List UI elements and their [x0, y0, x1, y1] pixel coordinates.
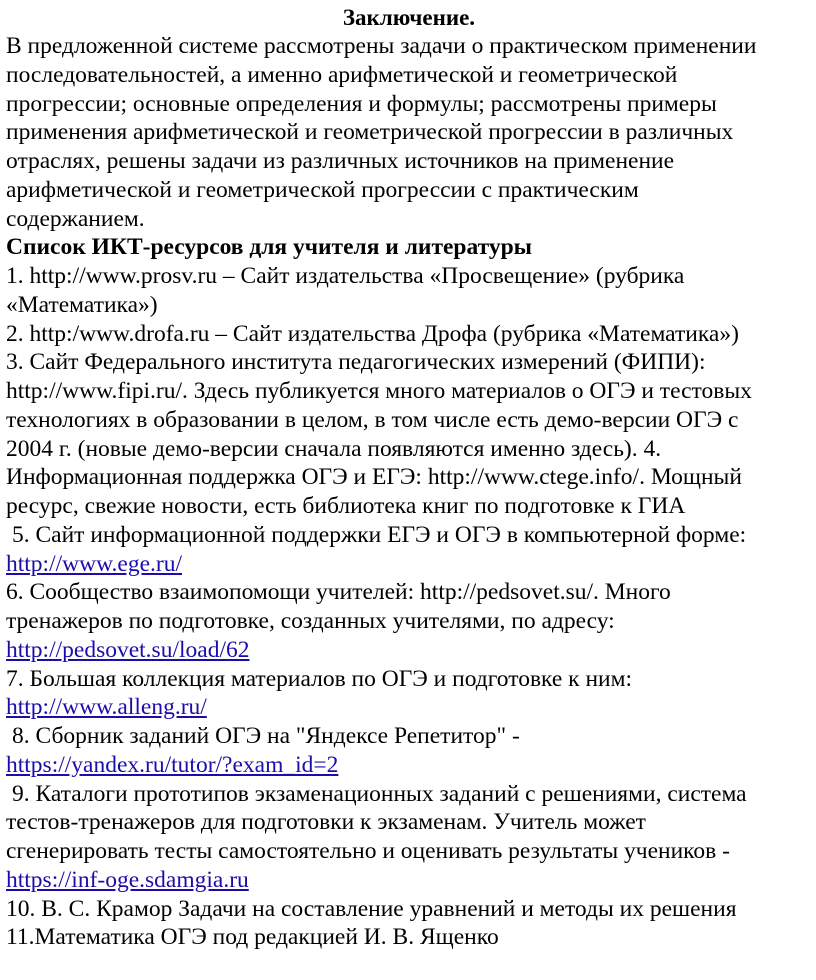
conclusion-line: прогрессии; основные определения и формулы; рассмотрены примеры — [6, 90, 717, 117]
resource-item-3-line: 2004 г. (новые демо-версии сначала появляются именно здесь). 4. — [6, 435, 662, 462]
resource-item-7-text: 7. Большая коллекция материалов по ОГЭ и подготовке к ним: — [6, 665, 633, 692]
conclusion-line: последовательностей, а именно арифметической и геометрической — [6, 61, 678, 88]
resource-item-1-line: 1. http://www.prosv.ru – Сайт издательства «Просвещение» (рубрика — [6, 263, 685, 289]
resource-item-3-line: ресурс, свежие новости, есть библиотека книг по подготовке к ГИА — [6, 493, 686, 519]
resource-item-8-text: 8. Сборник заданий ОГЭ на "Яндексе Репетитор" - — [12, 723, 520, 749]
resource-item-6-line: тренажеров по подготовке, созданных учителями, по адресу: — [6, 608, 615, 634]
resource-item-11: 11.Математика ОГЭ под редакцией И. В. Ященко — [6, 924, 499, 951]
resource-item-2: 2. http:/www.drofa.ru – Сайт издательства Дрофа (рубрика «Математика») — [6, 320, 739, 347]
pedsovet-link[interactable]: http://pedsovet.su/load/62 — [6, 636, 250, 663]
ege-ru-link[interactable]: http://www.ege.ru/ — [6, 550, 182, 577]
resource-item-3-line: технологиях в образовании в целом, в том числе есть демо-версии ОГЭ с — [6, 406, 739, 433]
resource-item-3-line: http://www.fipi.ru/. Здесь публикуется много материалов о ОГЭ и тестовых — [6, 378, 752, 404]
resource-item-3-line: Информационная поддержка ОГЭ и ЕГЭ: http://www.ctege.info/. Мощный — [6, 464, 742, 491]
alleng-link[interactable]: http://www.alleng.ru/ — [6, 694, 207, 721]
conclusion-line: В предложенной системе рассмотрены задачи о практическом применении — [6, 33, 757, 59]
resource-item-9-line: сгенерировать тесты самостоятельно и оценивать результаты учеников - — [6, 838, 730, 864]
conclusion-paragraph — [6, 32, 812, 233]
resource-item-10: 10. В. С. Крамор Задачи на составление уравнений и методы их решения — [6, 895, 737, 922]
resource-item-5-text: 5. Сайт информационной поддержки ЕГЭ и ОГЭ в компьютерной форме: — [12, 521, 747, 548]
sdamgia-link[interactable]: https://inf-oge.sdamgia.ru — [6, 866, 249, 893]
resource-item-6-line: 6. Сообщество взаимопомощи учителей: http://pedsovet.su/. Много — [6, 579, 671, 606]
page-title: Заключение. — [342, 5, 476, 30]
resource-list — [6, 262, 812, 952]
document-page — [6, 4, 812, 952]
yandex-tutor-link[interactable]: https://yandex.ru/tutor/?exam_id=2 — [6, 751, 339, 778]
resource-item-1-line: «Математика») — [6, 291, 158, 318]
resource-item-3-line: 3. Сайт Федерального института педагогических измерений (ФИПИ): — [6, 349, 706, 376]
conclusion-line: применения арифметической и геометрической прогрессии в различных — [6, 119, 734, 146]
conclusion-line: отраслях, решены задачи из различных источников на применение — [6, 148, 675, 174]
resource-item-9-line: 9. Каталоги прототипов экзаменационных заданий с решениями, система — [12, 780, 747, 807]
conclusion-line: содержанием. — [6, 205, 145, 232]
conclusion-line: арифметической и геометрической прогрессии с практическим — [6, 176, 639, 203]
resource-item-9-line: тестов-тренажеров для подготовки к экзаменам. Учитель может — [6, 809, 646, 836]
resources-heading: Список ИКТ-ресурсов для учителя и литературы — [6, 234, 533, 261]
